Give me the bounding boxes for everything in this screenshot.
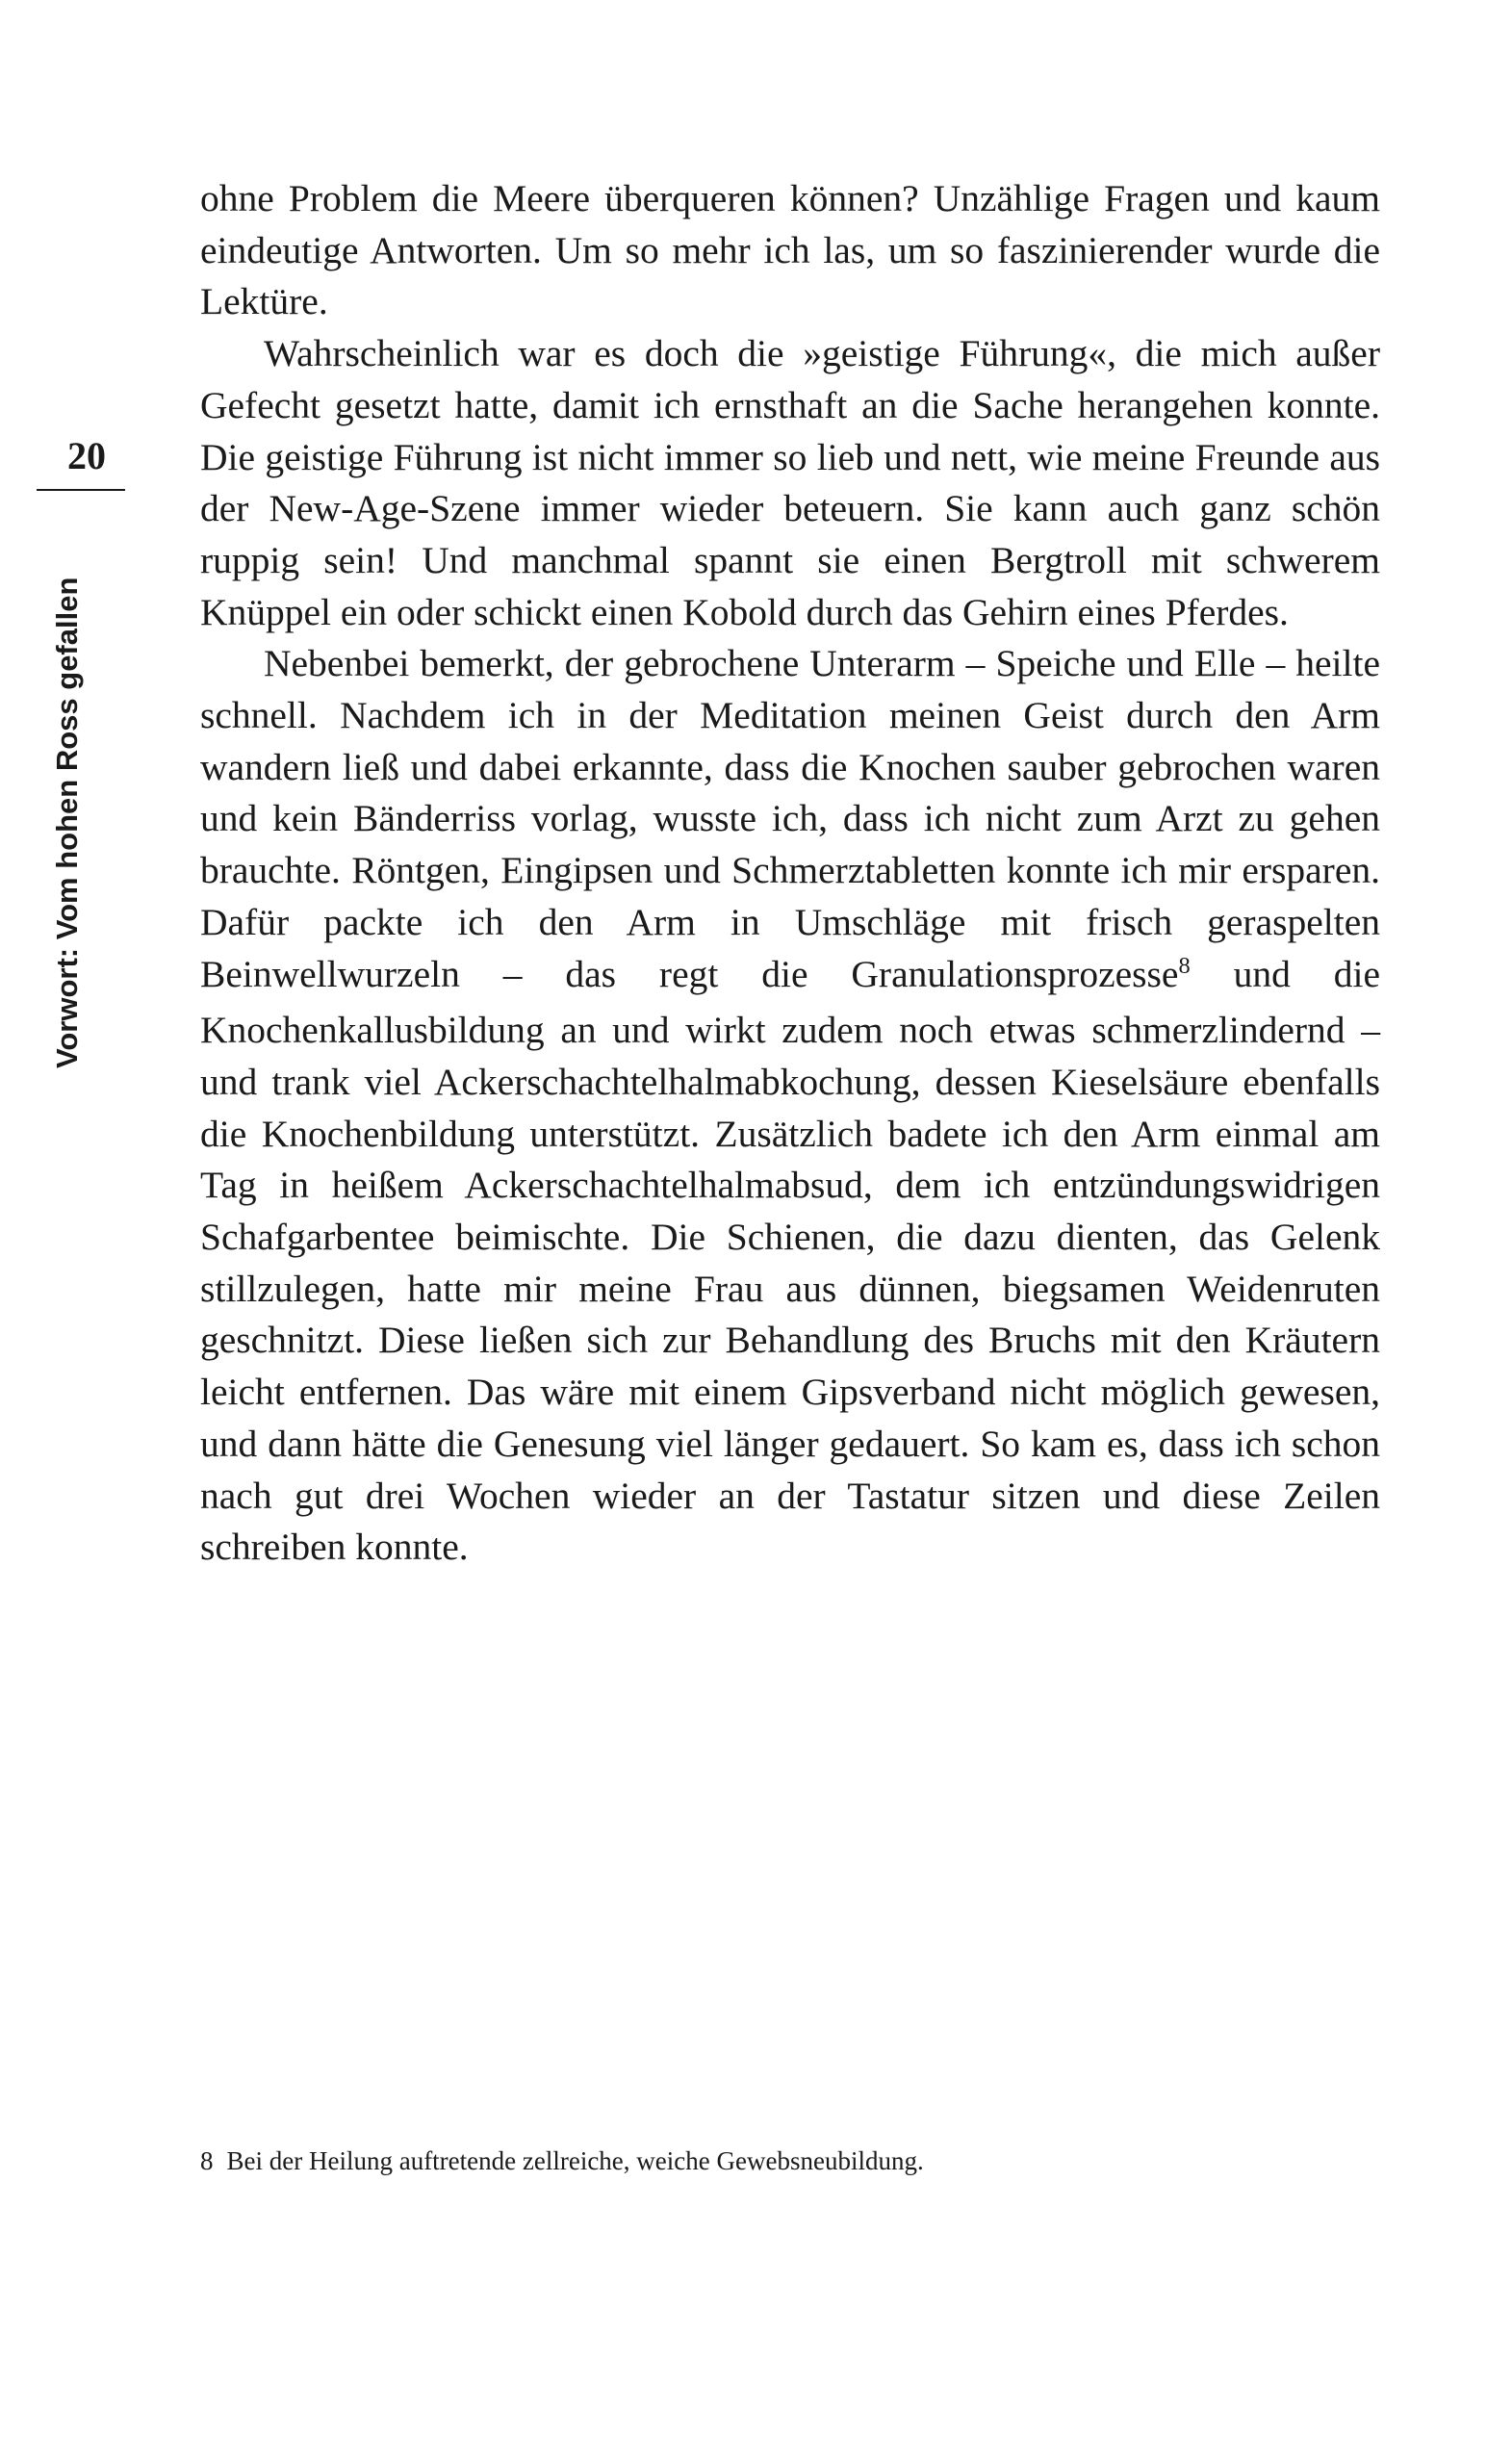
paragraph-1: ohne Problem die Meere überqueren können? Unzählige Fragen und kaum eindeutige Antworten. Um so mehr ich las, um so faszinierender wurde die Lektüre.	[200, 177, 1380, 323]
page-number: 20	[67, 434, 106, 477]
footnote-number: 8	[200, 2146, 214, 2175]
paragraph-3-text-a: Nebenbei bemerkt, der gebrochene Unterarm – Speiche und Elle – heilte schnell. Nachdem ich in der Meditation meinen Geist durch den Arm wandern ließ und dabei erkannte, dass die Knochen sauber gebrochen waren und kein Bänderriss vorlag, wusste ich, dass ich nicht zum Arzt zu gehen brauchte. Röntgen, Eingipsen und Schmerztabletten konnte ich mir ersparen. Dafür packte ich den Arm in Umschläge mit frisch geraspelten Beinwellwurzeln – das regt die Granulationsprozesse	[200, 642, 1380, 995]
paragraph-2: Wahrscheinlich war es doch die »geistige Führung«, die mich außer Gefecht gesetzt hatte, damit ich ernsthaft an die Sache herangehen konnte. Die geistige Führung ist nicht immer so lieb und nett, wie meine Freunde aus der New-Age-Szene immer wieder beteuern. Sie kann auch ganz schön ruppig sein! Und manchmal spannt sie einen Bergtroll mit schwerem Knüppel ein oder schickt einen Kobold durch das Gehirn eines Pferdes.	[200, 332, 1380, 633]
paragraph-3	[200, 638, 1380, 1574]
paragraph-3-text-b: und die Knochenkallusbildung an und wirkt zudem noch etwas schmerzlindernd – und trank viel Ackerschachtelhalmabkochung, dessen Kieselsäure ebenfalls die Knochenbildung unterstützt. Zusätzlich badete ich den Arm einmal am Tag in heißem Ackerschachtelhalmabsud, dem ich entzündungswidrigen Schafgarbentee beimischte. Die Schienen, die dazu dienten, das Gelenk stillzulegen, hatte mir meine Frau aus dünnen, biegsamen Weidenruten geschnitzt. Diese ließen sich zur Behandlung des Bruchs mit den Kräutern leicht entfernen. Das wäre mit einem Gipsverband nicht möglich gewesen, und dann hätte die Genesung viel länger gedauert. So kam es, dass ich schon nach gut drei Wochen wieder an der Tastatur sitzen und diese Zeilen schreiben konnte.	[200, 952, 1380, 1569]
footnote-reference[interactable]: 8	[1178, 953, 1191, 980]
footnote-text: Bei der Heilung auftretende zellreiche, weiche Gewebsneubildung.	[226, 2146, 924, 2175]
header-rule	[37, 489, 125, 491]
running-head: Vorwort: Vom hohen Ross gefallen	[50, 577, 84, 1068]
body-text	[200, 173, 1380, 1574]
footnote	[200, 2144, 1380, 2177]
